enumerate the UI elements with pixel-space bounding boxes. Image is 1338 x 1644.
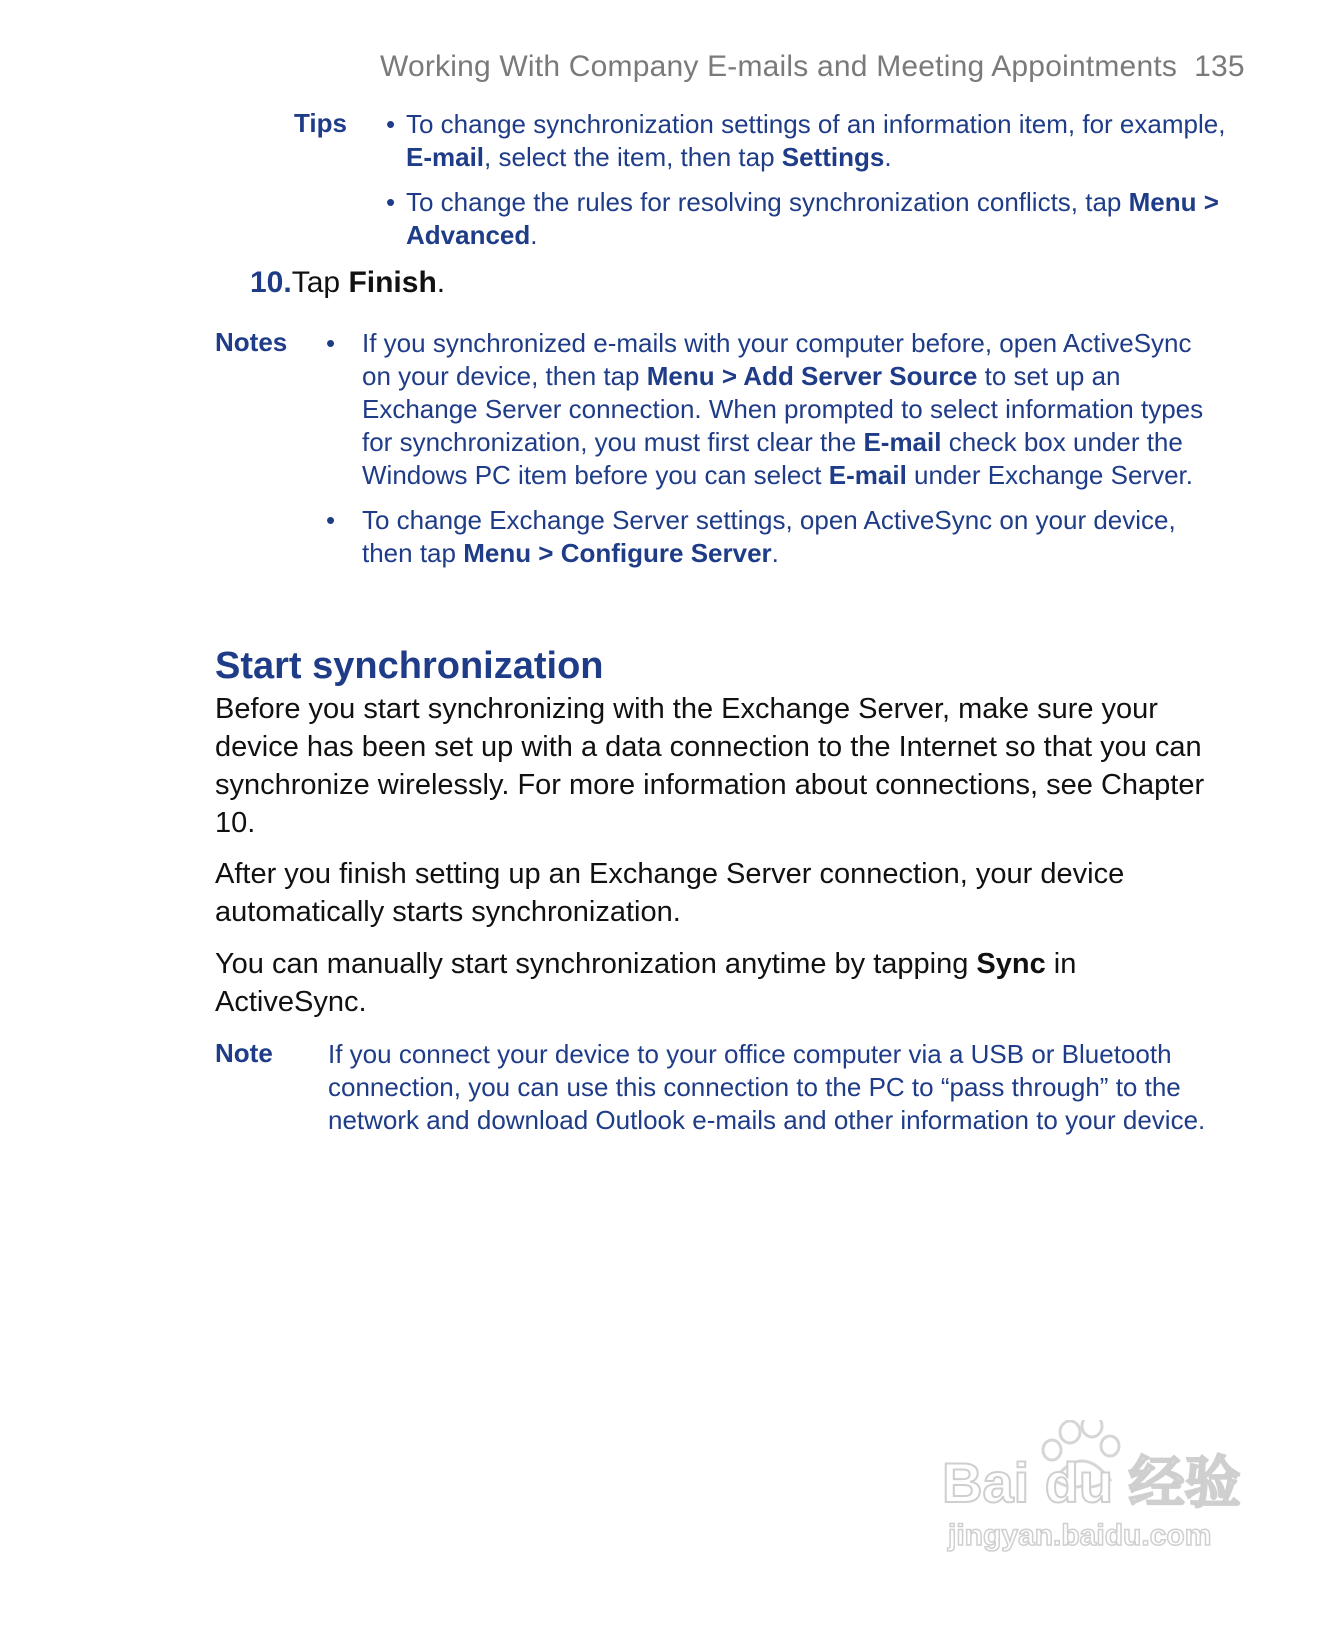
note-bold: Menu > Configure Server [463, 538, 772, 568]
note-text: If you synchronized e-mails with your computer before, open ActiveSync on your device, then tap [362, 328, 1192, 391]
section-title: Start synchronization [215, 645, 604, 687]
page-number: 135 [1194, 50, 1245, 83]
tip-item [386, 186, 1226, 252]
tips-list [386, 108, 1226, 264]
tip-text: , select the item, then tap [484, 142, 782, 172]
tip-bold: E-mail [406, 142, 485, 172]
tip-bold: Menu > Advanced [406, 187, 1219, 250]
tip-text: . [530, 220, 538, 250]
tip-bold: Settings [781, 142, 885, 172]
step-text: . [436, 266, 446, 299]
notes-label: Notes [215, 327, 288, 357]
paragraph-text: You can manually start synchronization anytime by tapping [215, 948, 977, 980]
paragraph-2: After you finish setting up an Exchange Server connection, your device automatically starts synchronization. [215, 858, 1125, 928]
paragraph-1: Before you start synchronizing with the Exchange Server, make sure your device has been set up with a data connection to the Internet so that you can synchronize wirelessly. For more information about connections, see Chapter 10. [215, 693, 1205, 839]
paragraph-text: in ActiveSync. [215, 948, 1077, 1018]
tips-label: Tips [294, 108, 347, 138]
step-bold: Finish [348, 266, 437, 299]
step-text: Tap [291, 266, 349, 299]
note-label: Note [215, 1038, 273, 1068]
header-title: Working With Company E-mails and Meeting Appointments [380, 50, 1178, 83]
running-header [380, 50, 1272, 84]
tip-text: To change synchronization settings of an information item, for example, [406, 109, 1226, 139]
notes-list [326, 327, 1226, 582]
note-text: under Exchange Server. [906, 460, 1193, 490]
watermark-url: jingyan.baidu.com [948, 1519, 1212, 1552]
note-text: To change Exchange Server settings, open ActiveSync on your device, then tap [362, 505, 1176, 568]
note-text: . [771, 538, 779, 568]
tip-item [386, 108, 1226, 174]
note-bold: E-mail [863, 427, 942, 457]
paragraph-3 [215, 945, 1205, 1021]
note-item [326, 504, 1226, 570]
note-bold: Menu > Add Server Source [646, 361, 978, 391]
baidu-watermark-logo [942, 1420, 1262, 1570]
step-10 [250, 266, 445, 300]
tip-text: . [884, 142, 892, 172]
tip-text: To change the rules for resolving synchronization conflicts, tap [406, 187, 1129, 217]
note-bold: E-mail [828, 460, 907, 490]
step-number: 10. [250, 266, 292, 299]
watermark-brand: Bai du 经验 [942, 1451, 1241, 1514]
note-text: If you connect your device to your office computer via a USB or Bluetooth connection, you can use this connection to the PC to “pass through” to the network and download Outlook e-mails and other information to your device. [328, 1039, 1206, 1135]
note-text: to set up an Exchange Server connection. When prompted to select information types for synchronization, you must first clear the [362, 361, 1204, 457]
note-text: check box under the Windows PC item before you can select [362, 427, 1183, 490]
note-item [326, 327, 1226, 492]
paragraph-bold: Sync [976, 948, 1046, 980]
